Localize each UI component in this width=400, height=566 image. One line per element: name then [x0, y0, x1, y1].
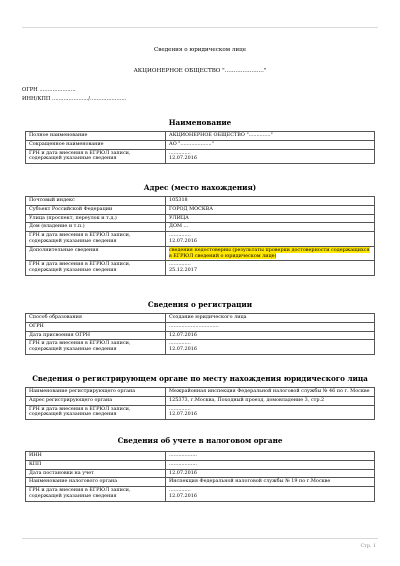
ogrn-line: ОГРН ......................: [22, 87, 76, 93]
row-label: Субъект Российской Федерации: [26, 205, 166, 214]
row-label: Дата постановки на учет: [26, 469, 166, 478]
section-title-address: Адрес (место нахождения): [143, 183, 257, 192]
row-label: ГРН и дата внесения в ЕГРЮЛ записи, содержащей указанные сведения: [26, 232, 166, 247]
table-row: [26, 340, 375, 355]
page-number: Стр. 1: [360, 544, 376, 549]
row-label: Наименование налогового органа: [26, 478, 166, 487]
row-label: ИНН: [26, 452, 166, 461]
table-name: [25, 131, 375, 164]
section-title-registering-authority: Сведения о регистрирующем органе по месту нахождения юридического лица: [32, 374, 368, 383]
row-value: .............. 12.07.2016: [166, 487, 375, 502]
table-row: [26, 140, 375, 149]
table-row: [26, 388, 375, 397]
row-value: 105318: [166, 197, 375, 206]
row-label: Наименование регистрирующего органа: [26, 388, 166, 397]
row-value: Инспекция Федеральной налоговой службы № 19 по г.Москве: [166, 478, 375, 487]
table-row: [26, 132, 375, 141]
document-title: Сведения о юридическом лице: [153, 47, 247, 53]
row-label: КПП: [26, 460, 166, 469]
section-title-name: Наименование: [168, 118, 232, 127]
table-row: [26, 405, 375, 420]
row-value: ГОРОД МОСКВА: [166, 205, 375, 214]
table-row: [26, 246, 375, 261]
row-label: ГРН и дата внесения в ЕГРЮЛ записи, содержащей указанные сведения: [26, 340, 166, 355]
row-label: Адрес регистрирующего органа: [26, 396, 166, 405]
table-row: [26, 232, 375, 247]
row-label: Почтовый индекс: [26, 197, 166, 206]
bottom-divider: [22, 538, 378, 539]
table-row: [26, 478, 375, 487]
top-divider: [22, 27, 378, 28]
table-row: [26, 223, 375, 232]
table-row: [26, 452, 375, 461]
table-row: [26, 149, 375, 164]
row-value: .............. 12.07.2016: [166, 149, 375, 164]
table-address: [25, 196, 375, 276]
row-value: Создание юридического лица: [166, 314, 375, 323]
row-value: 12.07.2016: [166, 469, 375, 478]
row-label: ГРН и дата внесения в ЕГРЮЛ записи, содержащей указанные сведения: [26, 405, 166, 420]
table-registration: [25, 313, 375, 355]
row-value: .............. 12.07.2016: [166, 405, 375, 420]
row-value: 125373, г.Москва, Походный проезд, домовладение 3, стр.2: [166, 396, 375, 405]
row-label: ГРН и дата внесения в ЕГРЮЛ записи, содержащей указанные сведения: [26, 149, 166, 164]
table-row: [26, 396, 375, 405]
row-value: ДОМ ...: [166, 223, 375, 232]
row-value: УЛИЦА: [166, 214, 375, 223]
table-row: [26, 322, 375, 331]
row-label: ОГРН: [26, 322, 166, 331]
table-row: [26, 314, 375, 323]
row-label: Дополнительные сведения: [26, 246, 166, 261]
row-value: АО "....................": [166, 140, 375, 149]
row-value: .............. 12.07.2016: [166, 340, 375, 355]
table-tax-authority: [25, 451, 375, 502]
table-row: [26, 261, 375, 276]
row-value: ..................: [166, 452, 375, 461]
inn-kpp-line: ИНН/КПП ....................../......................: [22, 96, 127, 102]
row-label: Полное наименование: [26, 132, 166, 141]
row-label: ГРН и дата внесения в ЕГРЮЛ записи, содержащей указанные сведения: [26, 261, 166, 276]
table-row: [26, 197, 375, 206]
table-registering-authority: [25, 387, 375, 420]
row-label: Сокращенное наименование: [26, 140, 166, 149]
highlighted-note: сведения недостоверны (результаты проверки достоверности содержащихся в ЕГРЮЛ сведений о юридическом лице): [169, 246, 370, 259]
row-label: Дата присвоения ОГРН: [26, 331, 166, 340]
table-row: [26, 460, 375, 469]
section-title-tax-authority: Сведения об учете в налоговом органе: [117, 436, 283, 445]
row-label: ГРН и дата внесения в ЕГРЮЛ записи, содержащей указанные сведения: [26, 487, 166, 502]
table-row: [26, 469, 375, 478]
row-value: 12.07.2016: [166, 331, 375, 340]
row-label: Улица (проспект, переулок и т.д.): [26, 214, 166, 223]
row-value-highlight: [166, 246, 375, 261]
row-value: ..................: [166, 460, 375, 469]
row-value: АКЦИОНЕРНОЕ ОБЩЕСТВО "..............": [166, 132, 375, 141]
row-value: ................................: [166, 322, 375, 331]
table-row: [26, 331, 375, 340]
row-value: .............. 12.07.2016: [166, 232, 375, 247]
table-row: [26, 205, 375, 214]
table-row: [26, 214, 375, 223]
row-label: Дом (владение и т.п.): [26, 223, 166, 232]
table-row: [26, 487, 375, 502]
row-value: Межрайонная инспекция Федеральной налоговой службы № 46 по г. Москве: [166, 388, 375, 397]
row-value: .............. 25.12.2017: [166, 261, 375, 276]
section-title-registration: Сведения о регистрации: [147, 300, 253, 309]
row-label: Способ образования: [26, 314, 166, 323]
company-name: АКЦИОНЕРНОЕ ОБЩЕСТВО "......................": [133, 68, 267, 74]
